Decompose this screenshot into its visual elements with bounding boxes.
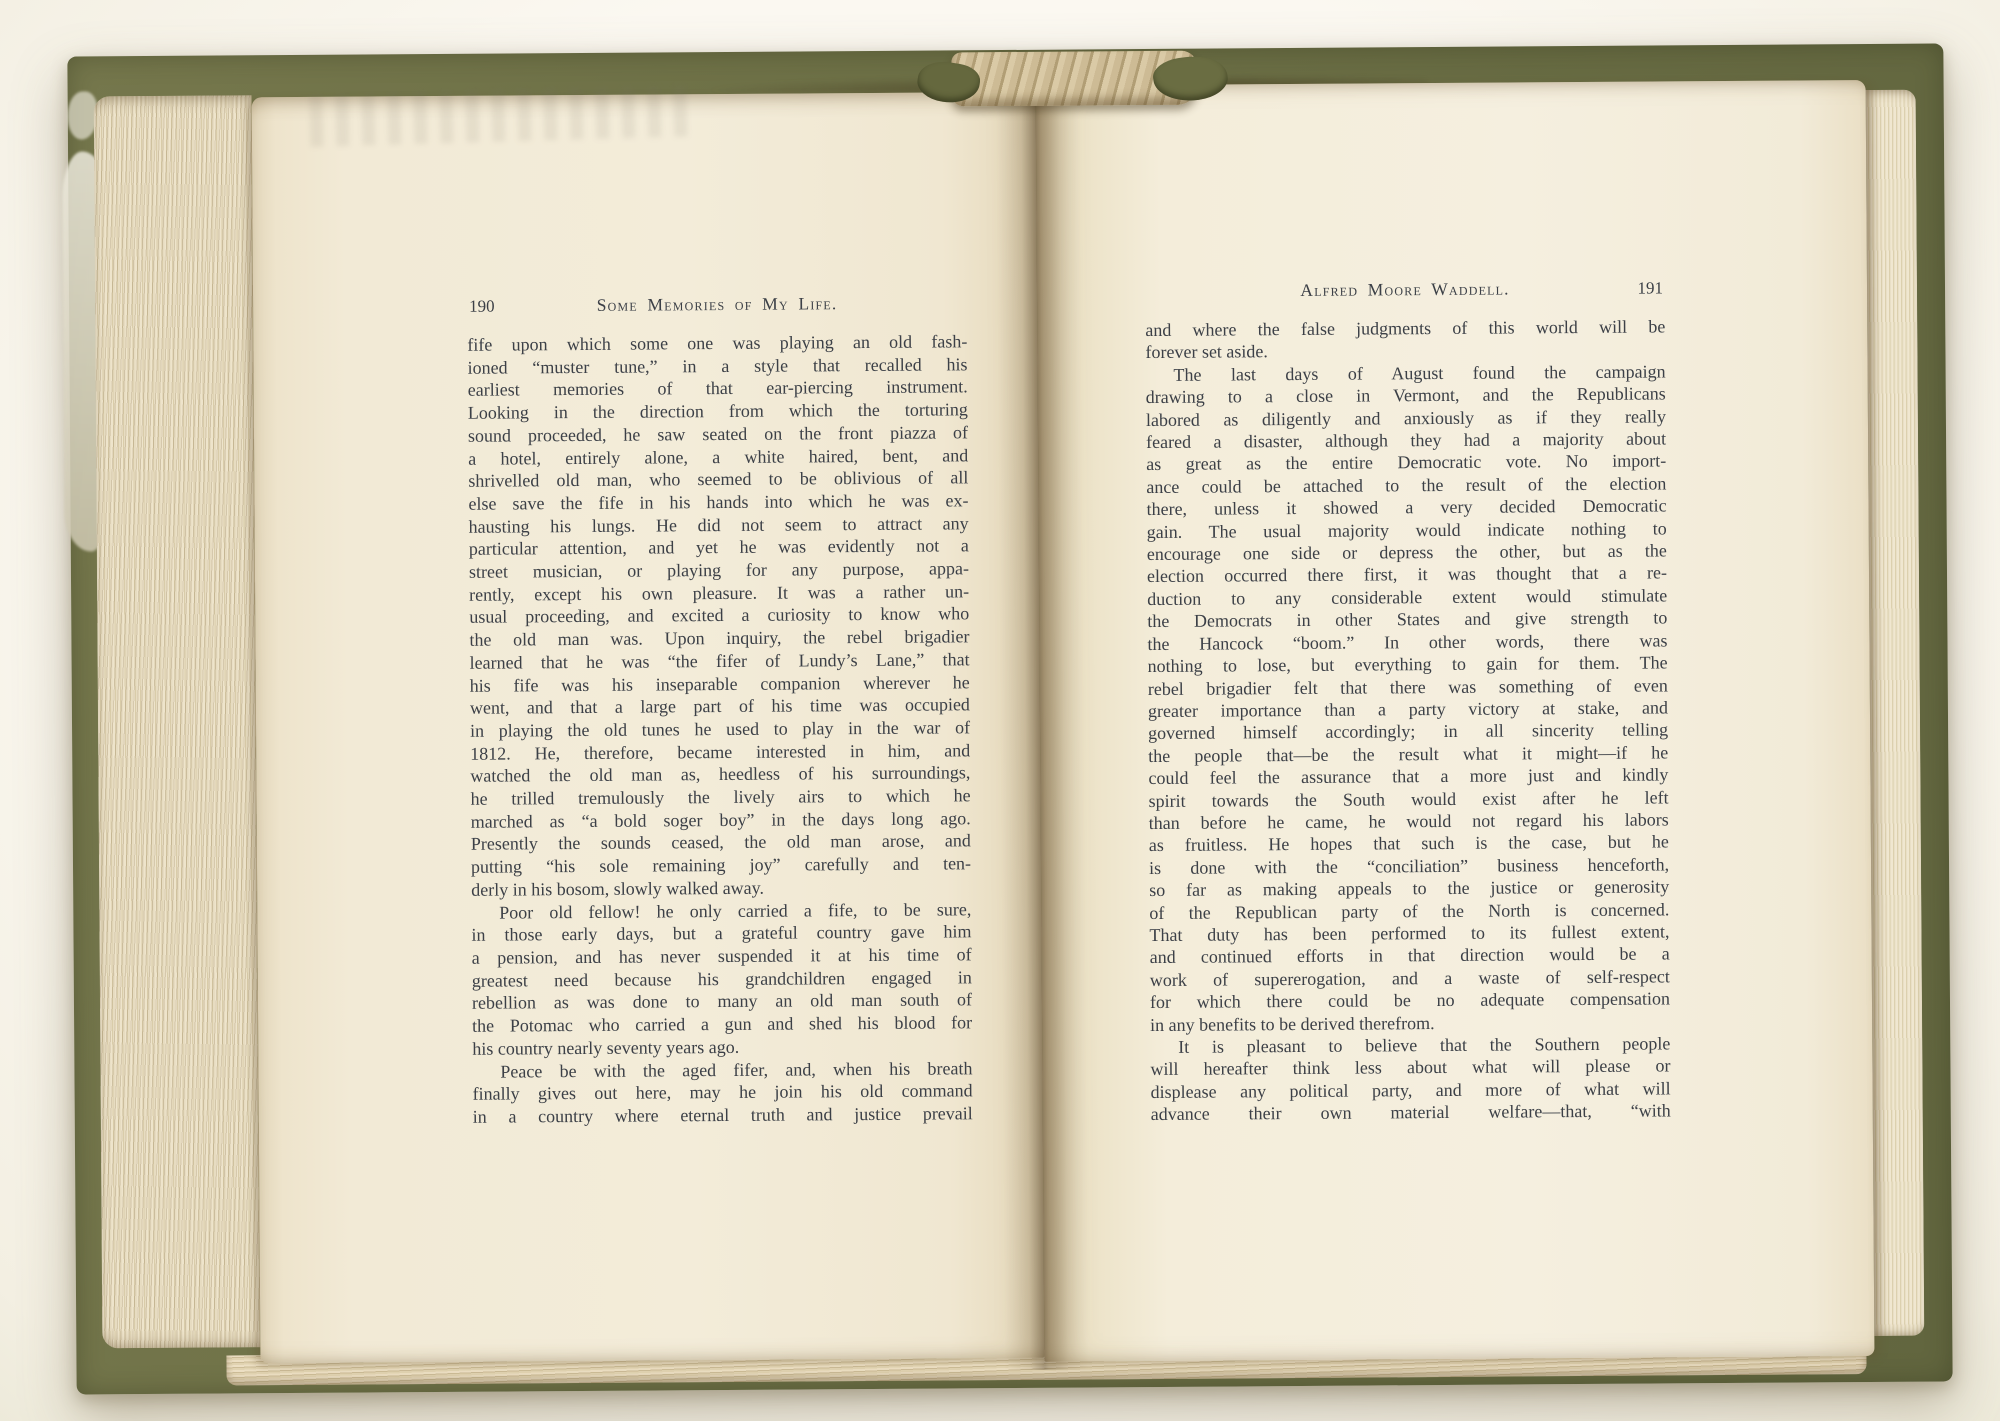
text-line: work of supererogation, and a waste of self-respect: [1149, 966, 1670, 990]
text-line: earliest memories of that ear-piercing instrument.: [467, 376, 968, 401]
running-header-title-left: Some Memories of My Life.: [596, 293, 838, 315]
text-line: street musician, or playing for any purpose, appa-: [468, 558, 970, 582]
text-line: particular attention, and yet he was evidently not a: [468, 535, 969, 560]
text-line: shrivelled old man, who seemed to be oblivious of all: [468, 467, 969, 491]
text-line: 1812. He, therefore, became interested in him, and: [470, 739, 971, 764]
text-line: in playing the old tunes he used to play in the war of: [469, 717, 971, 741]
text-line: ioned “muster tune,” in a style that recalled his: [467, 353, 968, 378]
text-line: election occurred there first, it was thought that a re-: [1146, 562, 1668, 587]
left-page-lines: [467, 330, 973, 1128]
spine-headband: [951, 51, 1197, 107]
open-book: [67, 43, 1952, 1394]
page-number-left: 190: [469, 296, 495, 316]
right-text-column: [1145, 277, 1671, 1125]
text-line: greatest need because his grandchildren engaged in: [471, 966, 972, 991]
text-line: marched as “a bold soger boy” in the days long ago.: [470, 808, 971, 832]
page-number-right: 191: [1637, 278, 1664, 298]
text-line: It is pleasant to believe that the Southern people: [1178, 1033, 1671, 1057]
text-line: advance their own material welfare—that, “with: [1150, 1100, 1671, 1125]
text-line: the people that—be the result what it might—if he: [1148, 742, 1669, 766]
text-line: putting “his sole remaining joy” carefully and ten-: [470, 853, 972, 877]
text-line: is done with the “conciliation” business henceforth,: [1148, 854, 1670, 878]
right-page-lines: [1145, 315, 1671, 1125]
left-text-column: [467, 292, 973, 1128]
text-line: a hotel, entirely alone, a white haired, bent, and: [468, 444, 969, 469]
ghost-print-smudge: [309, 84, 700, 147]
left-running-head: [467, 292, 967, 321]
text-line: his fife was his inseparable companion wherever he: [469, 671, 970, 696]
text-line: forever set aside.: [1145, 341, 1268, 363]
text-line: will hereafter think less about what will please or: [1150, 1055, 1671, 1080]
right-running-head: [1145, 277, 1665, 307]
text-line: feared a disaster, although they had a majority about: [1146, 428, 1667, 453]
text-line: That duty has been performed to its fullest extent,: [1149, 921, 1670, 945]
text-line: the Potomac who carried a gun and shed his blood for: [472, 1012, 973, 1036]
text-line: Peace be with the aged fifer, and, when his breath: [500, 1057, 973, 1082]
text-line: greater importance than a party victory at stake, and: [1147, 697, 1669, 721]
left-page-stack-edges: [94, 95, 261, 1348]
text-line: finally gives out here, may he join his old command: [472, 1080, 973, 1104]
text-line: went, and that a large part of his time was occupied: [469, 694, 970, 719]
text-line: sound proceeded, he saw seated on the front piazza of: [467, 422, 969, 446]
text-line: as great as the entire Democratic vote. No import-: [1146, 450, 1667, 475]
text-line: and where the false judgments of this world will be: [1145, 316, 1666, 341]
text-line: his country nearly seventy years ago.: [472, 1036, 740, 1059]
text-line: governed himself accordingly; in all sincerity telling: [1148, 719, 1669, 744]
text-line: he trilled tremulously the lively airs to which he: [470, 785, 971, 809]
text-line: usual proceeding, and excited a curiosity to know who: [469, 603, 970, 628]
text-line: spirit towards the South would exist after he left: [1148, 786, 1669, 811]
text-line: fife upon which some one was playing an old fash-: [467, 331, 968, 355]
text-line: so far as making appeals to the justice or generosity: [1149, 876, 1670, 901]
text-line: Looking in the direction from which the torturing: [467, 399, 968, 423]
text-line: rebellion as was done to many an old man south of: [471, 989, 973, 1014]
text-line: for which there could be no adequate compensation: [1149, 988, 1671, 1013]
text-line: could feel the assurance that a more just and kindly: [1148, 764, 1669, 789]
text-line: in a country where eternal truth and justice prevail: [472, 1103, 973, 1127]
text-line: and continued efforts in that direction would be a: [1149, 943, 1670, 968]
text-line: watched the old man as, heedless of his surroundings,: [470, 762, 971, 787]
text-line: labored as diligently and anxiously as if they really: [1145, 406, 1666, 430]
text-line: encourage one side or depress the other, but as the: [1146, 540, 1667, 565]
text-line: of the Republican party of the North is concerned.: [1149, 898, 1670, 923]
text-line: duction to any considerable extent would stimulate: [1147, 585, 1668, 609]
right-page-stack-edges: [1866, 90, 1925, 1336]
text-line: Presently the sounds ceased, the old man arose, and: [470, 830, 971, 855]
text-line: than before he came, he would not regard his labors: [1148, 809, 1669, 833]
text-line: drawing to a close in Vermont, and the Republicans: [1145, 383, 1666, 408]
text-line: the Hancock “boom.” In other words, there was: [1147, 630, 1668, 654]
text-line: displease any political party, and more of what will: [1150, 1078, 1671, 1102]
text-line: Poor old fellow! he only carried a fife, to be sure,: [499, 898, 972, 923]
text-line: derly in his bosom, slowly walked away.: [471, 877, 765, 900]
text-line: ance could be attached to the result of the election: [1146, 473, 1667, 497]
text-line: as fruitless. He hopes that such is the case, but he: [1148, 831, 1669, 856]
text-line: in those early days, but a grateful country gave him: [471, 921, 972, 946]
text-line: rently, except his own pleasure. It was a rather un-: [469, 581, 970, 605]
text-line: hausting his lungs. He did not seem to attract any: [468, 512, 969, 537]
text-line: gain. The usual majority would indicate nothing to: [1146, 518, 1667, 542]
text-line: a pension, and has never suspended it at his time of: [471, 944, 972, 968]
text-line: else save the fife in his hands into which he was ex-: [468, 490, 969, 514]
text-line: rebel brigadier felt that there was something of even: [1147, 674, 1668, 699]
running-header-title-right: Alfred Moore Waddell.: [1300, 278, 1510, 300]
text-line: in any benefits to be derived therefrom.: [1150, 1012, 1435, 1035]
text-line: the old man was. Upon inquiry, the rebel brigadier: [469, 626, 970, 650]
text-line: The last days of August found the campaign: [1173, 361, 1666, 385]
text-line: the Democrats in other States and give strength to: [1147, 607, 1668, 632]
text-line: nothing to lose, but everything to gain for them. The: [1147, 652, 1668, 677]
text-line: learned that he was “the fifer of Lundy’s Lane,” that: [469, 649, 970, 673]
text-line: there, unless it showed a very decided Democratic: [1146, 495, 1667, 520]
left-page: [252, 92, 1045, 1363]
right-page: [1036, 80, 1875, 1362]
